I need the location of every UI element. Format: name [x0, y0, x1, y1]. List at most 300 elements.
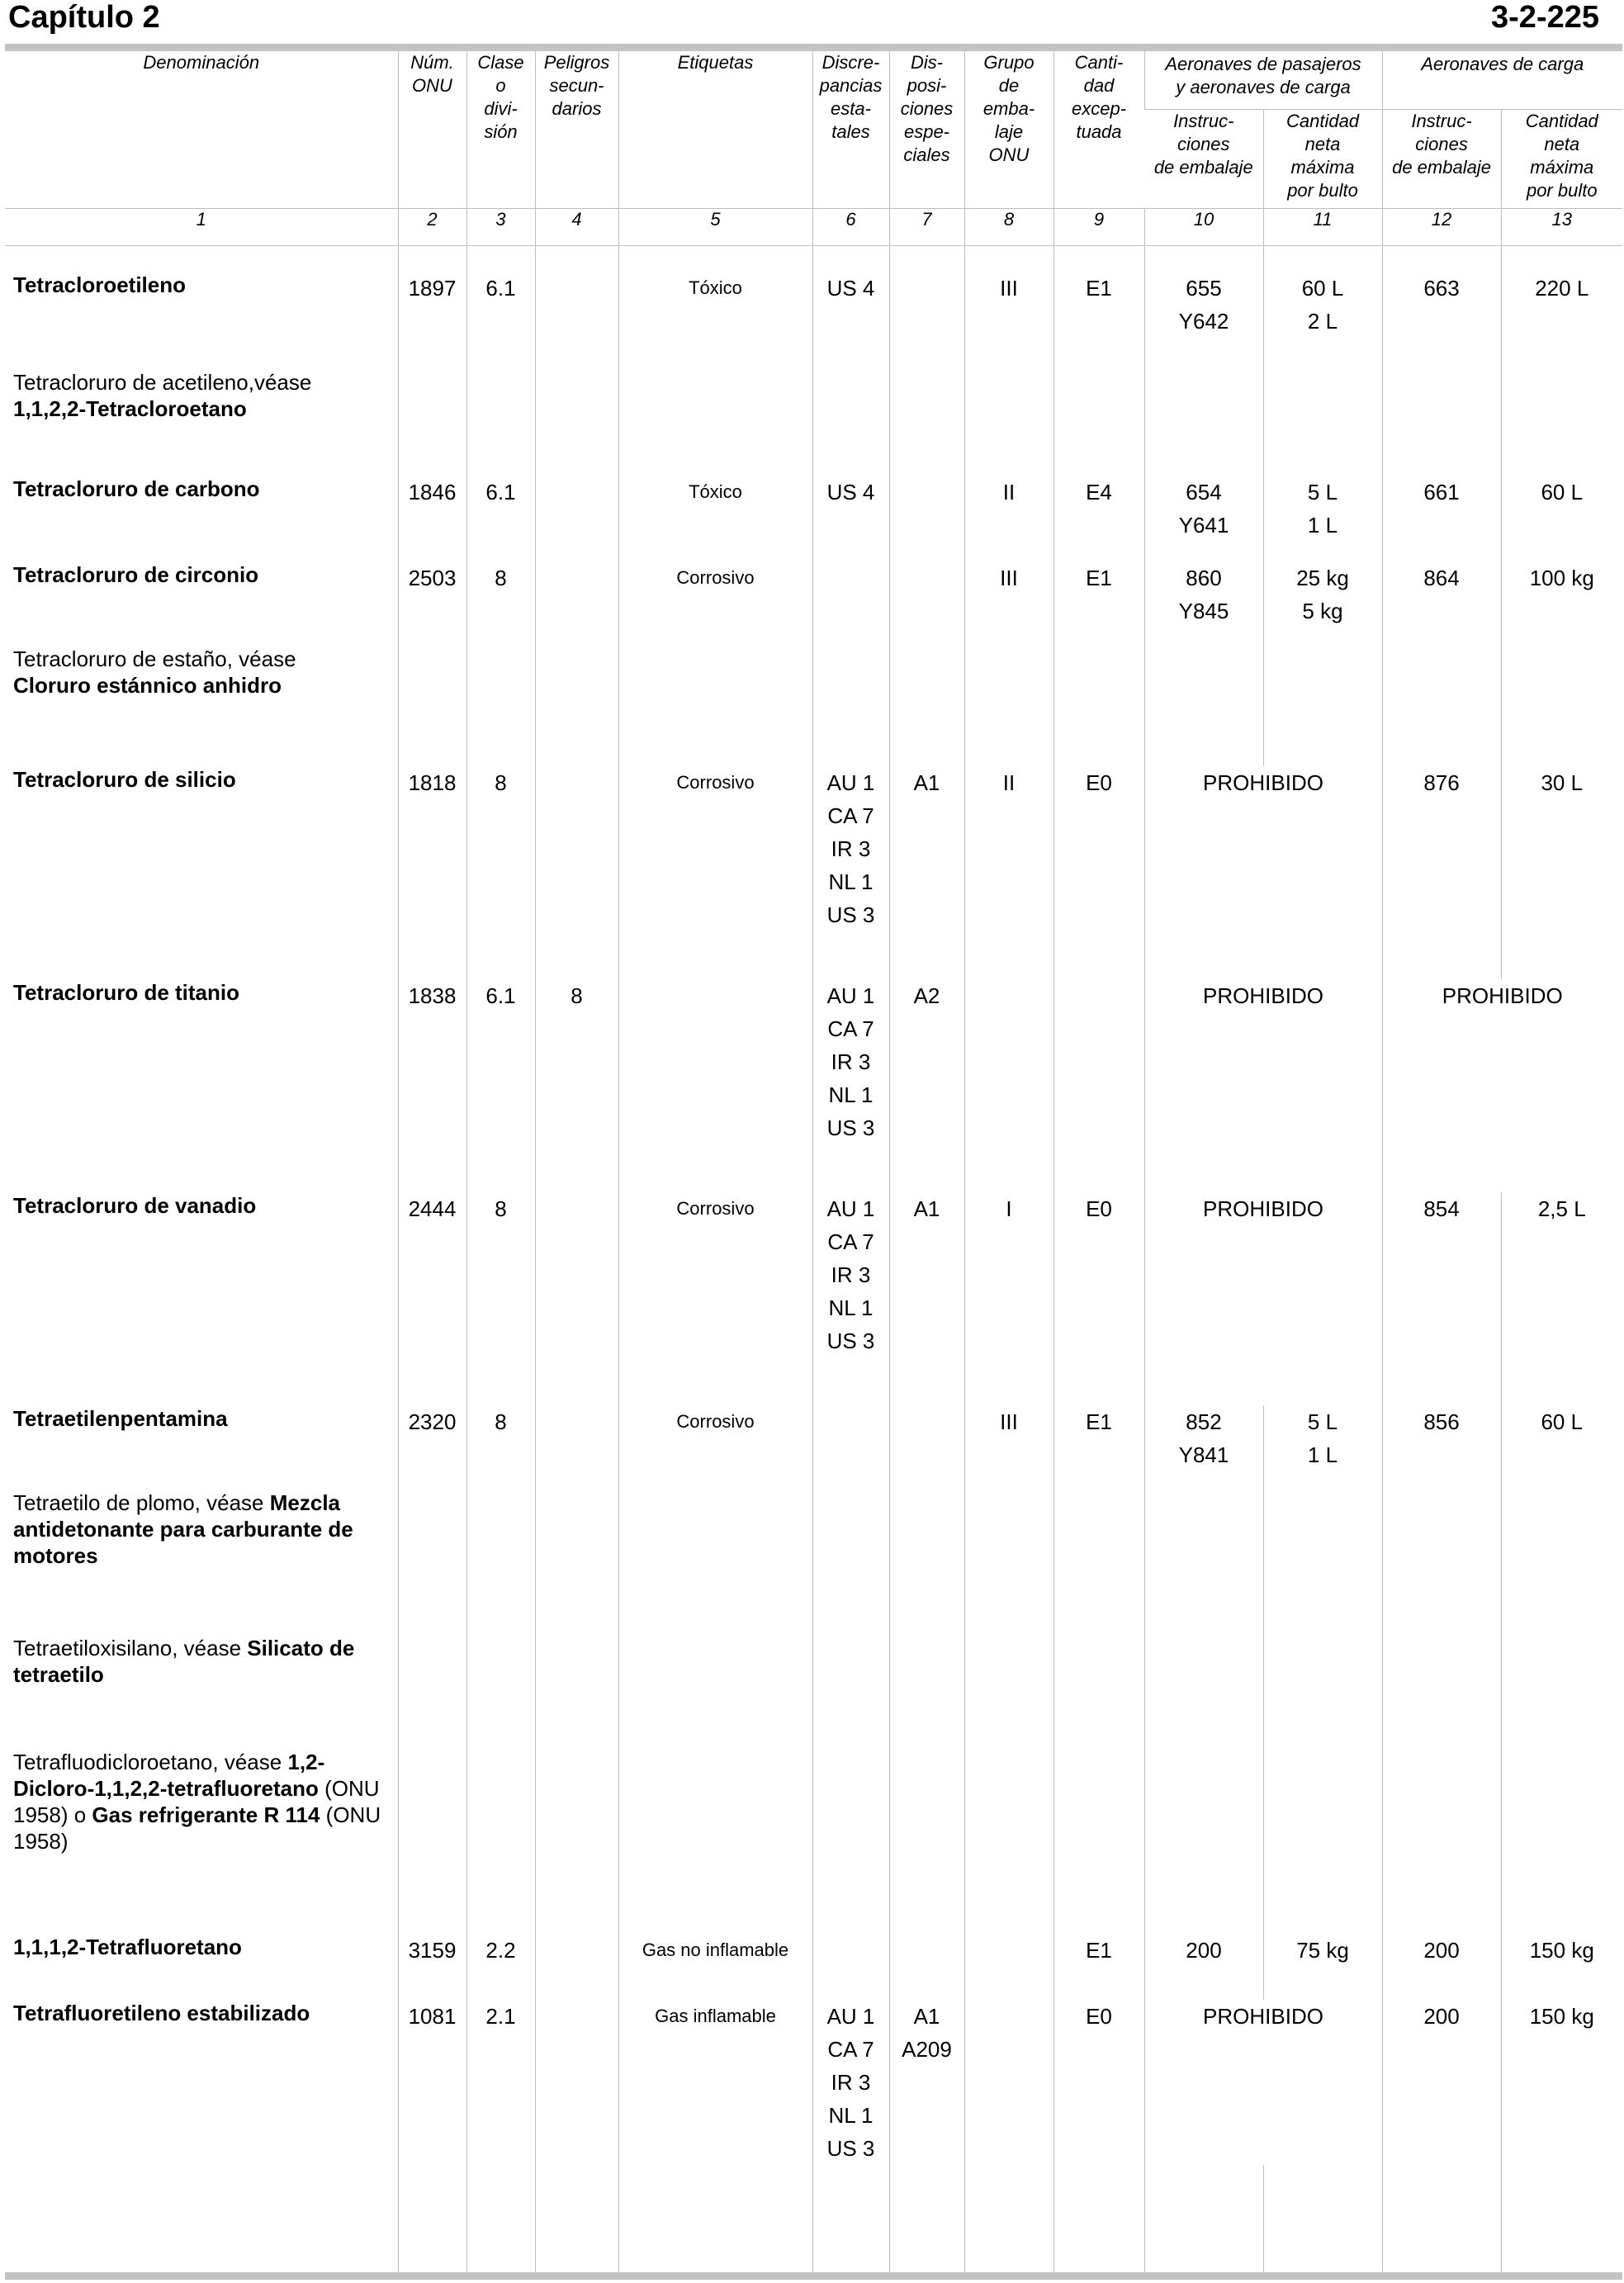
header-line: máxima — [1290, 156, 1355, 178]
un-number-cell — [398, 646, 466, 766]
table-row — [5, 1405, 1622, 1490]
excepted-qty-cell: E1 — [1053, 561, 1144, 646]
spacer-cell — [1501, 245, 1622, 272]
excepted-qty-cell: E0 — [1053, 2000, 1144, 2165]
passenger-instruction-cell — [1144, 1490, 1263, 1635]
header-line: Cantidad — [1525, 110, 1598, 131]
special-provision-cell — [889, 1192, 964, 1405]
cargo-instruction-cell-line: 856 — [1423, 1409, 1460, 1434]
special-provision-cell-line: A209 — [902, 2037, 952, 2062]
header-line: por bulto — [1287, 179, 1358, 201]
special-provision-cell — [889, 646, 964, 766]
passenger-qty-cell — [1263, 646, 1382, 766]
denomination-bold: 1,1,1,2-Tetrafluoretano — [13, 1935, 242, 1959]
cargo-instruction-cell — [1382, 1635, 1501, 1749]
passenger-instruction-cell-line: 852 — [1186, 1409, 1222, 1434]
state-variation-cell-line: AU 1 — [826, 1196, 875, 1221]
denomination-cell — [5, 272, 398, 369]
passenger-qty-cell — [1263, 272, 1382, 369]
cargo-qty-cell-line: 60 L — [1541, 480, 1584, 504]
passenger-qty-cell-line: 1 L — [1307, 513, 1338, 538]
secondary-hazard-cell — [535, 561, 618, 646]
passenger-instruction-cell — [1144, 1934, 1263, 2000]
cargo-instruction-cell — [1382, 1490, 1501, 1635]
special-provision-cell — [889, 272, 964, 369]
column-number: 3 — [466, 208, 535, 245]
table-row — [5, 272, 1622, 369]
special-provision-cell-line: A1 — [913, 770, 940, 795]
un-number-cell: 1846 — [398, 476, 466, 561]
state-variation-cell — [812, 369, 889, 476]
secondary-hazard-cell — [535, 1934, 618, 2000]
header-line: Instruc- — [1173, 110, 1234, 131]
label-cell — [618, 1749, 812, 1934]
class-cell: 6.1 — [466, 476, 535, 561]
passenger-qty-cell-line: 5 L — [1307, 1409, 1338, 1434]
cargo-qty-cell-line: 220 L — [1535, 276, 1589, 301]
denomination-cell — [5, 766, 398, 979]
special-provision-cell-line: A2 — [913, 983, 940, 1008]
denomination-cell — [5, 1405, 398, 1490]
special-provision-cell-line: A1 — [913, 2004, 940, 2029]
special-provision-cell-line: A1 — [913, 1196, 940, 1221]
column-number: 2 — [398, 208, 466, 245]
filler-cell — [964, 2165, 1053, 2272]
label-cell — [618, 979, 812, 1192]
header-line: dad — [1083, 75, 1115, 96]
group-header-cargo: Aeronaves de carga — [1382, 51, 1622, 109]
cargo-instruction-cell — [1382, 1934, 1501, 2000]
denomination-bold: Cloruro estánnico anhidro — [13, 673, 282, 698]
label-cell — [618, 1490, 812, 1635]
spacer-row — [5, 245, 1622, 272]
label-cell: Gas no inflamable — [618, 1934, 812, 2000]
denomination-text: Tetrafluodicloroetano, véase — [13, 1750, 288, 1774]
class-cell — [466, 369, 535, 476]
secondary-hazard-cell — [535, 1490, 618, 1635]
passenger-instruction-cell-line: 860 — [1186, 566, 1222, 590]
passenger-qty-cell — [1263, 1635, 1382, 1749]
header-line: de embalaje — [1392, 156, 1491, 178]
cargo-qty-cell — [1501, 2000, 1622, 2165]
state-variation-cell-line: US 3 — [826, 902, 875, 927]
header-line: Canti- — [1074, 52, 1124, 73]
class-cell: 8 — [466, 766, 535, 979]
column-number: 1 — [5, 208, 398, 245]
header-line: ciones — [900, 98, 954, 119]
filler-cell — [1263, 2165, 1382, 2272]
top-rule — [5, 44, 1622, 51]
spacer-cell — [398, 245, 466, 272]
excepted-qty-cell: E4 — [1053, 476, 1144, 561]
excepted-qty-cell — [1053, 1635, 1144, 1749]
state-variation-cell-line: CA 7 — [827, 1229, 874, 1254]
table-row — [5, 1749, 1622, 1934]
header-line: y aeronaves de carga — [1176, 77, 1351, 97]
table-row — [5, 1934, 1622, 2000]
un-number-cell — [398, 1490, 466, 1635]
denomination-cell — [5, 1934, 398, 2000]
un-number-cell: 2320 — [398, 1405, 466, 1490]
passenger-instruction-cell — [1144, 646, 1263, 766]
cargo-qty-cell-line: 150 kg — [1529, 1938, 1594, 1963]
excepted-qty-cell: E1 — [1053, 272, 1144, 369]
cargo-qty-cell-line: 30 L — [1541, 770, 1584, 795]
special-provision-cell — [889, 1635, 964, 1749]
passenger-prohibited-cell: PROHIBIDO — [1144, 979, 1382, 1192]
un-number-cell: 2444 — [398, 1192, 466, 1405]
special-provision-cell — [889, 476, 964, 561]
un-number-cell: 1081 — [398, 2000, 466, 2165]
state-variation-cell-line: NL 1 — [828, 1082, 874, 1107]
denomination-bold: Tetracloruro de circonio — [13, 562, 259, 587]
denomination-cell — [5, 1635, 398, 1749]
state-variation-cell — [812, 1934, 889, 2000]
column-number: 7 — [889, 208, 964, 245]
column-number-row — [5, 208, 1622, 245]
un-number-cell — [398, 1749, 466, 1934]
denomination-bold: Tetraetilenpentamina — [13, 1406, 228, 1431]
packing-group-cell: III — [964, 1405, 1053, 1490]
spacer-cell — [535, 245, 618, 272]
spacer-cell — [889, 245, 964, 272]
passenger-qty-cell-line: 2 L — [1307, 309, 1338, 334]
packing-group-cell — [964, 1749, 1053, 1934]
special-provision-cell — [889, 561, 964, 646]
packing-group-cell — [964, 1490, 1053, 1635]
label-cell — [618, 646, 812, 766]
special-provision-cell — [889, 1405, 964, 1490]
header-line: tuada — [1076, 121, 1122, 142]
state-variation-cell — [812, 1635, 889, 1749]
passenger-instruction-cell — [1144, 369, 1263, 476]
label-cell: Corrosivo — [618, 1192, 812, 1405]
passenger-instruction-cell — [1144, 476, 1263, 561]
secondary-hazard-cell — [535, 1405, 618, 1490]
col-header-class — [466, 51, 535, 208]
state-variation-cell-line: CA 7 — [827, 1016, 874, 1041]
table-row — [5, 646, 1622, 766]
header-line: espe- — [903, 121, 950, 142]
class-cell: 8 — [466, 1405, 535, 1490]
packing-group-cell — [964, 2000, 1053, 2165]
filler-cell — [618, 2165, 812, 2272]
denomination-bold: 1,2-Dicloro-1,1,2,2-tetrafluoretano — [13, 1750, 325, 1801]
excepted-qty-cell — [1053, 1749, 1144, 1934]
header-line: Instruc- — [1411, 110, 1472, 131]
cargo-qty-cell — [1501, 1192, 1622, 1405]
col-header-special-provisions — [889, 51, 964, 208]
state-variation-cell-line: NL 1 — [828, 2103, 874, 2128]
excepted-qty-cell: E1 — [1053, 1405, 1144, 1490]
header-line: neta — [1304, 133, 1341, 154]
class-cell: 8 — [466, 561, 535, 646]
special-provision-cell — [889, 766, 964, 979]
header-line: ONU — [988, 144, 1030, 165]
class-cell — [466, 1749, 535, 1934]
table-row — [5, 2000, 1622, 2165]
spacer-cell — [1263, 245, 1382, 272]
passenger-prohibited-cell: PROHIBIDO — [1144, 1192, 1382, 1405]
passenger-qty-cell — [1263, 1749, 1382, 1934]
passenger-instruction-cell-line: Y841 — [1178, 1442, 1229, 1467]
denomination-cell — [5, 2000, 398, 2165]
passenger-instruction-cell-line: 654 — [1186, 480, 1222, 504]
passenger-qty-cell-line: 5 L — [1307, 480, 1338, 504]
filler-cell — [889, 2165, 964, 2272]
secondary-hazard-cell — [535, 1192, 618, 1405]
secondary-hazard-cell — [535, 766, 618, 979]
state-variation-cell-line: US 3 — [826, 2136, 875, 2161]
passenger-qty-cell — [1263, 1934, 1382, 2000]
secondary-hazard-cell — [535, 476, 618, 561]
packing-group-cell — [964, 1635, 1053, 1749]
denomination-cell — [5, 561, 398, 646]
denomination-bold: Tetracloroetileno — [13, 272, 187, 297]
cargo-instruction-cell — [1382, 766, 1501, 979]
denomination-bold: Gas refrigerante R 114 — [92, 1802, 320, 1827]
filler-cell — [398, 2165, 466, 2272]
bottom-rule — [5, 2272, 1622, 2280]
passenger-qty-cell-line: 60 L — [1301, 276, 1344, 301]
passenger-qty-cell — [1263, 1490, 1382, 1635]
class-cell: 6.1 — [466, 979, 535, 1192]
secondary-hazard-cell — [535, 369, 618, 476]
cargo-instruction-cell — [1382, 1749, 1501, 1934]
column-number: 12 — [1382, 208, 1501, 245]
cargo-instruction-cell-line: 200 — [1423, 1938, 1460, 1963]
table-body — [5, 245, 1622, 2272]
label-cell: Corrosivo — [618, 1405, 812, 1490]
denomination-text: (ONU 1958) — [13, 1802, 381, 1854]
header-line: emba- — [982, 98, 1035, 119]
dangerous-goods-table — [5, 51, 1622, 2272]
excepted-qty-cell: E1 — [1053, 1934, 1144, 2000]
state-variation-cell — [812, 1490, 889, 1635]
header-line: ciones — [1415, 133, 1468, 154]
cargo-instruction-cell-line: 854 — [1423, 1196, 1460, 1221]
header-line: ciales — [903, 144, 950, 165]
passenger-qty-cell-line: 5 kg — [1302, 599, 1343, 623]
state-variation-cell-line: US 4 — [826, 480, 875, 504]
passenger-qty-cell-line: 75 kg — [1296, 1938, 1349, 1963]
excepted-qty-cell: E0 — [1053, 1192, 1144, 1405]
denomination-bold: Tetrafluoretileno estabilizado — [13, 2001, 310, 2025]
packing-group-cell: III — [964, 561, 1053, 646]
passenger-qty-cell — [1263, 369, 1382, 476]
state-variation-cell — [812, 476, 889, 561]
header-line: Clase — [477, 52, 524, 73]
un-number-cell: 2503 — [398, 561, 466, 646]
filler-cell — [1053, 2165, 1144, 2272]
passenger-instruction-cell-line: Y642 — [1178, 309, 1229, 334]
table-row — [5, 476, 1622, 561]
cargo-qty-cell — [1501, 1490, 1622, 1635]
packing-group-cell — [964, 979, 1053, 1192]
header-line: Núm. — [410, 52, 454, 73]
header-line: esta- — [831, 98, 871, 119]
packing-group-cell — [964, 1934, 1053, 2000]
un-number-cell: 1897 — [398, 272, 466, 369]
state-variation-cell — [812, 1192, 889, 1405]
passenger-instruction-cell-line: 655 — [1186, 276, 1222, 301]
col-header-passenger-net-qty — [1263, 109, 1382, 208]
col-header-un-number — [398, 51, 466, 208]
excepted-qty-cell — [1053, 369, 1144, 476]
table-row — [5, 979, 1622, 1192]
table-row — [5, 1635, 1622, 1749]
state-variation-cell — [812, 561, 889, 646]
header-line: tales — [831, 121, 870, 142]
denomination-cell — [5, 476, 398, 561]
state-variation-cell — [812, 272, 889, 369]
cargo-qty-cell — [1501, 1749, 1622, 1934]
state-variation-cell-line: US 4 — [826, 276, 875, 301]
passenger-prohibited-cell: PROHIBIDO — [1144, 2000, 1382, 2165]
header-line: o — [495, 75, 506, 96]
label-cell — [618, 1635, 812, 1749]
secondary-hazard-cell — [535, 2000, 618, 2165]
state-variation-cell-line: NL 1 — [828, 1295, 874, 1320]
filler-cell — [812, 2165, 889, 2272]
header-line: posi- — [907, 75, 947, 96]
packing-group-cell: III — [964, 272, 1053, 369]
state-variation-cell-line: IR 3 — [831, 836, 871, 861]
header-line: sión — [484, 121, 518, 142]
state-variation-cell — [812, 2000, 889, 2165]
un-number-cell — [398, 1635, 466, 1749]
denomination-text: Tetracloruro de estaño, véase — [13, 647, 296, 671]
denomination-cell — [5, 1192, 398, 1405]
passenger-instruction-cell — [1144, 561, 1263, 646]
secondary-hazard-cell — [535, 646, 618, 766]
passenger-qty-cell — [1263, 1405, 1382, 1490]
header-line: pancias — [819, 75, 883, 96]
cargo-prohibited-cell: PROHIBIDO — [1382, 979, 1622, 1192]
passenger-instruction-cell-line: Y641 — [1178, 513, 1229, 538]
cargo-instruction-cell — [1382, 476, 1501, 561]
column-number: 10 — [1144, 208, 1263, 245]
filler-row — [5, 2165, 1622, 2272]
cargo-instruction-cell — [1382, 1192, 1501, 1405]
table-row — [5, 561, 1622, 646]
cargo-qty-cell-line: 2,5 L — [1537, 1196, 1586, 1221]
state-variation-cell-line: CA 7 — [827, 2037, 874, 2062]
filler-cell — [466, 2165, 535, 2272]
denomination-text: (ONU 1958) o — [13, 1776, 380, 1827]
secondary-hazard-cell — [535, 272, 618, 369]
special-provision-cell — [889, 2000, 964, 2165]
filler-cell — [535, 2165, 618, 2272]
header-line: Grupo — [983, 52, 1035, 73]
packing-group-cell — [964, 646, 1053, 766]
header-line: excep- — [1071, 98, 1127, 119]
label-cell: Corrosivo — [618, 561, 812, 646]
denomination-bold: Tetracloruro de titanio — [13, 980, 239, 1005]
spacer-cell — [618, 245, 812, 272]
spacer-cell — [812, 245, 889, 272]
state-variation-cell-line: IR 3 — [831, 1262, 871, 1287]
un-number-cell: 3159 — [398, 1934, 466, 2000]
denomination-text: Tetraetilo de plomo, véase — [13, 1490, 270, 1515]
cargo-instruction-cell-line: 864 — [1423, 566, 1460, 590]
passenger-prohibited-cell: PROHIBIDO — [1144, 766, 1382, 979]
table-row — [5, 1490, 1622, 1635]
cargo-instruction-cell-line: 200 — [1423, 2004, 1460, 2029]
state-variation-cell-line: NL 1 — [828, 869, 874, 894]
denomination-cell — [5, 369, 398, 476]
un-number-cell: 1818 — [398, 766, 466, 979]
header-line: por bulto — [1526, 179, 1598, 201]
filler-cell — [1382, 2165, 1501, 2272]
label-cell: Tóxico — [618, 476, 812, 561]
cargo-instruction-cell — [1382, 369, 1501, 476]
class-cell: 2.2 — [466, 1934, 535, 2000]
cargo-instruction-cell — [1382, 561, 1501, 646]
denomination-cell — [5, 1490, 398, 1635]
passenger-instruction-cell-line: 200 — [1186, 1938, 1222, 1963]
cargo-qty-cell — [1501, 272, 1622, 369]
packing-group-cell: II — [964, 766, 1053, 979]
un-number-cell: 1838 — [398, 979, 466, 1192]
cargo-qty-cell — [1501, 1635, 1622, 1749]
cargo-qty-cell-line: 100 kg — [1529, 566, 1594, 590]
header-line: Dis- — [910, 52, 944, 73]
cargo-qty-cell — [1501, 766, 1622, 979]
col-header-denominacion: Denominación — [5, 51, 398, 208]
passenger-qty-cell — [1263, 476, 1382, 561]
spacer-cell — [1382, 245, 1501, 272]
cargo-qty-cell — [1501, 1934, 1622, 2000]
table-header — [5, 51, 1622, 245]
spacer-cell — [964, 245, 1053, 272]
excepted-qty-cell — [1053, 979, 1144, 1192]
column-number: 13 — [1501, 208, 1622, 245]
state-variation-cell — [812, 1405, 889, 1490]
cargo-qty-cell — [1501, 476, 1622, 561]
passenger-instruction-cell — [1144, 1635, 1263, 1749]
col-header-cargo-net-qty — [1501, 109, 1622, 208]
secondary-hazard-cell — [535, 1635, 618, 1749]
cargo-instruction-cell — [1382, 2000, 1501, 2165]
passenger-instruction-cell-line: Y845 — [1178, 599, 1229, 623]
cargo-instruction-cell — [1382, 272, 1501, 369]
state-variation-cell — [812, 1749, 889, 1934]
class-cell: 8 — [466, 1192, 535, 1405]
passenger-qty-cell — [1263, 561, 1382, 646]
class-cell: 2.1 — [466, 2000, 535, 2165]
header-line: máxima — [1530, 156, 1594, 178]
col-header-labels: Etiquetas — [618, 51, 812, 208]
cargo-qty-cell — [1501, 1405, 1622, 1490]
cargo-instruction-cell — [1382, 1405, 1501, 1490]
column-number: 11 — [1263, 208, 1382, 245]
column-number: 5 — [618, 208, 812, 245]
header-line: darios — [552, 98, 602, 119]
state-variation-cell — [812, 646, 889, 766]
denomination-cell — [5, 646, 398, 766]
state-variation-cell-line: IR 3 — [831, 1049, 871, 1074]
class-cell: 6.1 — [466, 272, 535, 369]
col-header-packing-group — [964, 51, 1053, 208]
cargo-qty-cell-line: 150 kg — [1529, 2004, 1594, 2029]
special-provision-cell — [889, 979, 964, 1192]
header-line: de embalaje — [1153, 156, 1253, 178]
denomination-text: Tetracloruro de acetileno,véase — [13, 370, 312, 395]
spacer-cell — [466, 245, 535, 272]
denomination-cell — [5, 979, 398, 1192]
col-header-excepted-quantity — [1053, 51, 1144, 208]
